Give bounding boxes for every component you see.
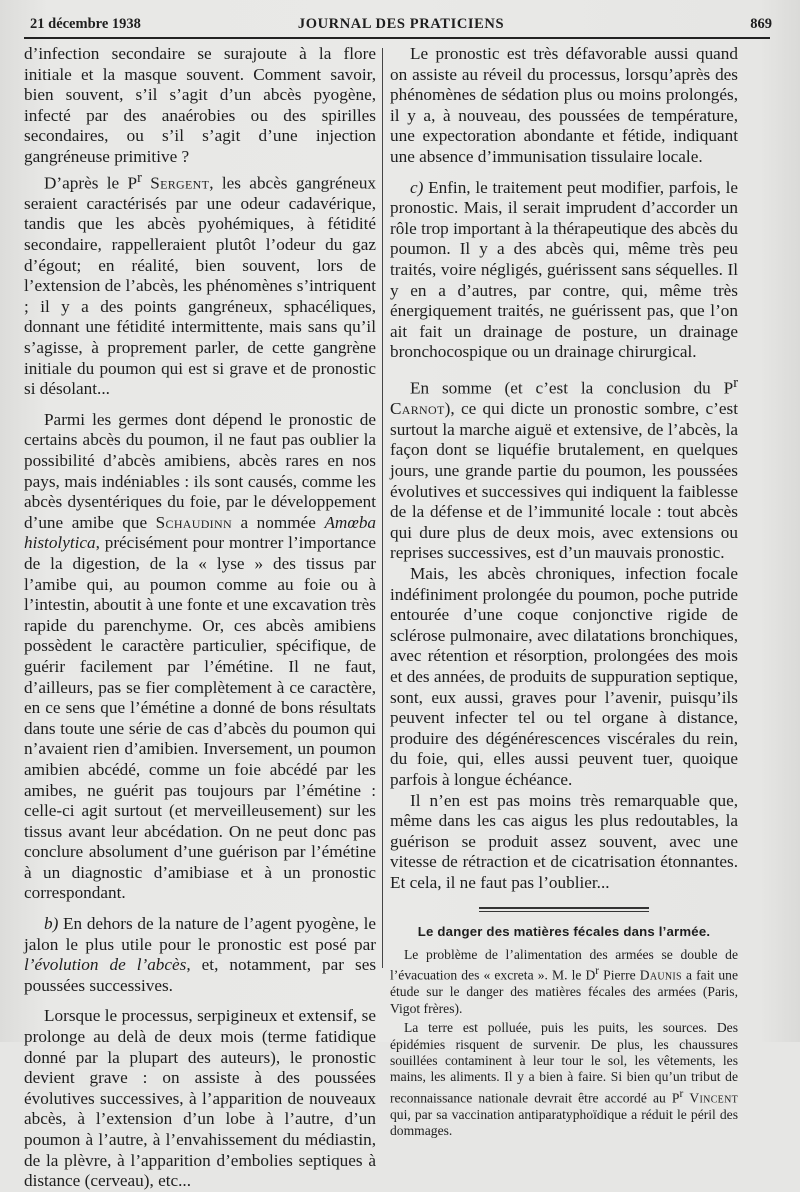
header-rule — [24, 37, 770, 39]
left-column — [24, 44, 376, 1192]
issue-date: 21 décembre 1938 — [30, 16, 141, 32]
text-span: Le problème de l’alimentation des armées se double de l’évacuation des « excreta ». M. le D — [390, 947, 738, 984]
author-name-sergent: Sergent — [150, 173, 210, 193]
news-title: Le danger des matières fécales dans l’armée. — [417, 924, 711, 940]
text-span: En dehors de la nature de l’agent pyogène, le jalon le plus utile pour le pronostic est posé par — [24, 914, 376, 954]
page-number: 869 — [750, 16, 772, 32]
left-paragraph-1: d’infection secondaire se surajoute à la flore initiale et la masque souvent. Comment savoir, bien souvent, s’il s’agit d’un abcès pyogène, infecté par des anaérobies ou des spirilles secondaires, ou s’il s’agit d’une injection gangréneuse primitive ? — [24, 44, 376, 166]
left-paragraph-5: Lorsque le processus, serpigineux et extensif, se prolonge au delà de deux mois (terme fatidique donné par la plupart des auteurs), le pronostic devient grave : on assiste à des poussées évolutives successives, à l’apparition de nouveaux abcès, à l’extension d’un lobe à l’autre, d’un poumon à l’autre, à l’envahissement du médiastin, de la plèvre, à l’apparition d’embolies septiques à distance (cerveau), etc... — [24, 1006, 376, 1191]
text-span: , et, notamment, par ses poussées successives. — [24, 955, 377, 995]
right-paragraph-1: Le pronostic est très défavorable aussi quand on assiste au réveil du processus, lorsqu’après des phénomènes de sédation plus ou moins prolongés, il y a, à nouveau, des poussées de température, une expectoration abondante et fétide, indiquant une absence d’immunisation tissulaire locale. — [390, 44, 738, 166]
superscript: r — [595, 965, 600, 978]
text-span: Pierre — [599, 968, 640, 984]
section-divider — [479, 907, 649, 912]
text-span: ), ce qui dicte un pronostic sombre, c’est surtout la marche aiguë et extensive, de l’abcès, la façon dont se liquéfie brutalement, en quelques jours, une grande partie du poumon, les poussées évolutives et successives qui indiquent la faiblesse de la défense et de l’immunité locale : tout abcès qui dure plus de deux mois, avec extensions ou reprises successives, est d’un mauvais pronostic. — [390, 399, 738, 563]
text-span: D’après le P — [44, 173, 138, 193]
author-name-schaudinn: Schaudinn — [155, 512, 232, 532]
news-paragraph-2 — [390, 1020, 738, 1139]
author-name-carnot: Carnot — [390, 399, 445, 419]
text-span: Parmi les germes dont dépend le pronostic de certains abcès du poumon, il ne faut pas oublier la possibilité d’abcès amibiens, abcès rares en nos pays, mais indéniables : ils sont causés, comme les abcès dysentériques du foie, par le développement d’une amibe que — [24, 409, 376, 532]
left-paragraph-3 — [24, 410, 376, 904]
text-span: , les abcès gangréneux seraient caractérisés par une odeur cadavérique, tandis que les abcès pyohémiques, à fétidité secondaire, rappelleraient plutôt l’odeur du gaz d’égout; en réalité, bien souvent, lors de l’extension de l’abcès, les phénomènes s’intriquent ; il y a des points gangréneux, sphacéliques, donnant une fétidité intermittente, mais sans qu’il s’agisse, à proprement parler, de cette gangrène initiale du poumon qui est si grave et de pronostic si désolant... — [24, 173, 377, 399]
section-label-b: b) — [44, 914, 59, 934]
superscript: r — [679, 1087, 684, 1100]
text-span: , précisément pour montrer l’importance de la digestion, de la « lyse » des tissus par l’amibe qui, au poumon comme au foie ou à l’intestin, aboutit à une fonte et une excavation très rapide du parenchyme. Or, ces abcès amibiens possèdent le caractère particulier, spécifique, de guérir facilement par l’émétine. Il ne faut, d’ailleurs, pas se fier complètement à ce caractère, en ce sens que l’émétine a donné de bons résultats dans toute une série de cas d’abcès du poumon qui n’avaient rien d’amibien. Inversement, un poumon amibien abcédé, comme un foie abcédé par les amibes, ne guérit pas toujours par l’émétine : celle-ci agit surtout (et merveilleusement) sur les tissus avant leur abcédation. On ne peut donc pas conclure absolument d’une guérison par l’émétine à un diagnostic d’amibiase et à un pronostic correspondant. — [24, 533, 376, 903]
superscript: r — [137, 169, 142, 186]
text-span: En somme (et c’est la conclusion du P — [410, 378, 734, 398]
emphasis: l’évolution de l’abcès — [24, 955, 187, 975]
species-name: Amœba histolytica — [24, 512, 376, 553]
left-paragraph-4 — [24, 914, 376, 996]
right-paragraph-3 — [390, 373, 738, 564]
section-label-c: c) — [410, 177, 424, 197]
left-paragraph-2 — [24, 168, 376, 400]
author-name-daunis: Daunis — [639, 968, 682, 984]
author-name-vincent: Vincent — [683, 1090, 739, 1106]
right-paragraph-4: Mais, les abcès chroniques, infection focale indéfiniment prolongée du poumon, poche putride entourée d’une coque conjonctive rigide de sclérose pulmonaire, avec dilatations bronchiques, avec rétention et résorption, prolongées des mois et des années, de produits de suppuration septique, sont, eux aussi, graves pour l’avenir, puisqu’ils peuvent infecter tel ou tel organe à distance, produire des dégénérescences viscérales du rein, du foie, qui, elles aussi peuvent tuer, quoique parfois à longue échéance. — [390, 563, 738, 789]
text-span: a nommée — [231, 512, 325, 532]
right-column — [390, 44, 738, 1140]
text-span: Enfin, le traitement peut modifier, parfois, le pronostic. Mais, il serait imprudent d’accorder un rôle trop important à la thérapeutique des abcès du poumon. Il y a des abcès qui, même très peu traités, voire négligés, guérissent sans séquelles. Il y en a d’autres, par contre, qui, même très énergiquement traités, ne guérissent pas, que l’on ait fait un drainage de posture, un drainage bronchocospique ou un drainage chirurgical. — [390, 177, 738, 362]
right-paragraph-5: Il n’en est pas moins très remarquable que, même dans les cas aigus les plus redoutables, la guérison se produit assez souvent, avec une vitesse de rétraction et de cicatrisation étonnantes. Et cela, il ne faut pas l’oublier... — [390, 790, 738, 892]
text-span: La terre est polluée, puis les puits, les sources. Des épidémies risquent de survenir. De plus, les chaussures souillées contaminent à leur tour le sol, les vêtements, les mains, les aliments. Il y a bien à faire. Si bien qu’un tribut de reconnaissance nationale devrait être accordé au P — [390, 1020, 738, 1106]
column-divider — [382, 48, 383, 968]
journal-title: JOURNAL DES PRATICIENS — [297, 16, 505, 32]
text-span: a fait une étude sur le danger des matières fécales des armées (Paris, Vigot frères). — [390, 968, 738, 1016]
page-header — [30, 16, 772, 38]
news-item — [390, 922, 738, 1139]
right-paragraph-2 — [390, 178, 738, 363]
superscript: r — [733, 374, 738, 391]
news-paragraph-1 — [390, 947, 738, 1017]
text-span: qui, par sa vaccination antiparatyphoïdique a réduit le péril des dommages. — [390, 1106, 738, 1139]
